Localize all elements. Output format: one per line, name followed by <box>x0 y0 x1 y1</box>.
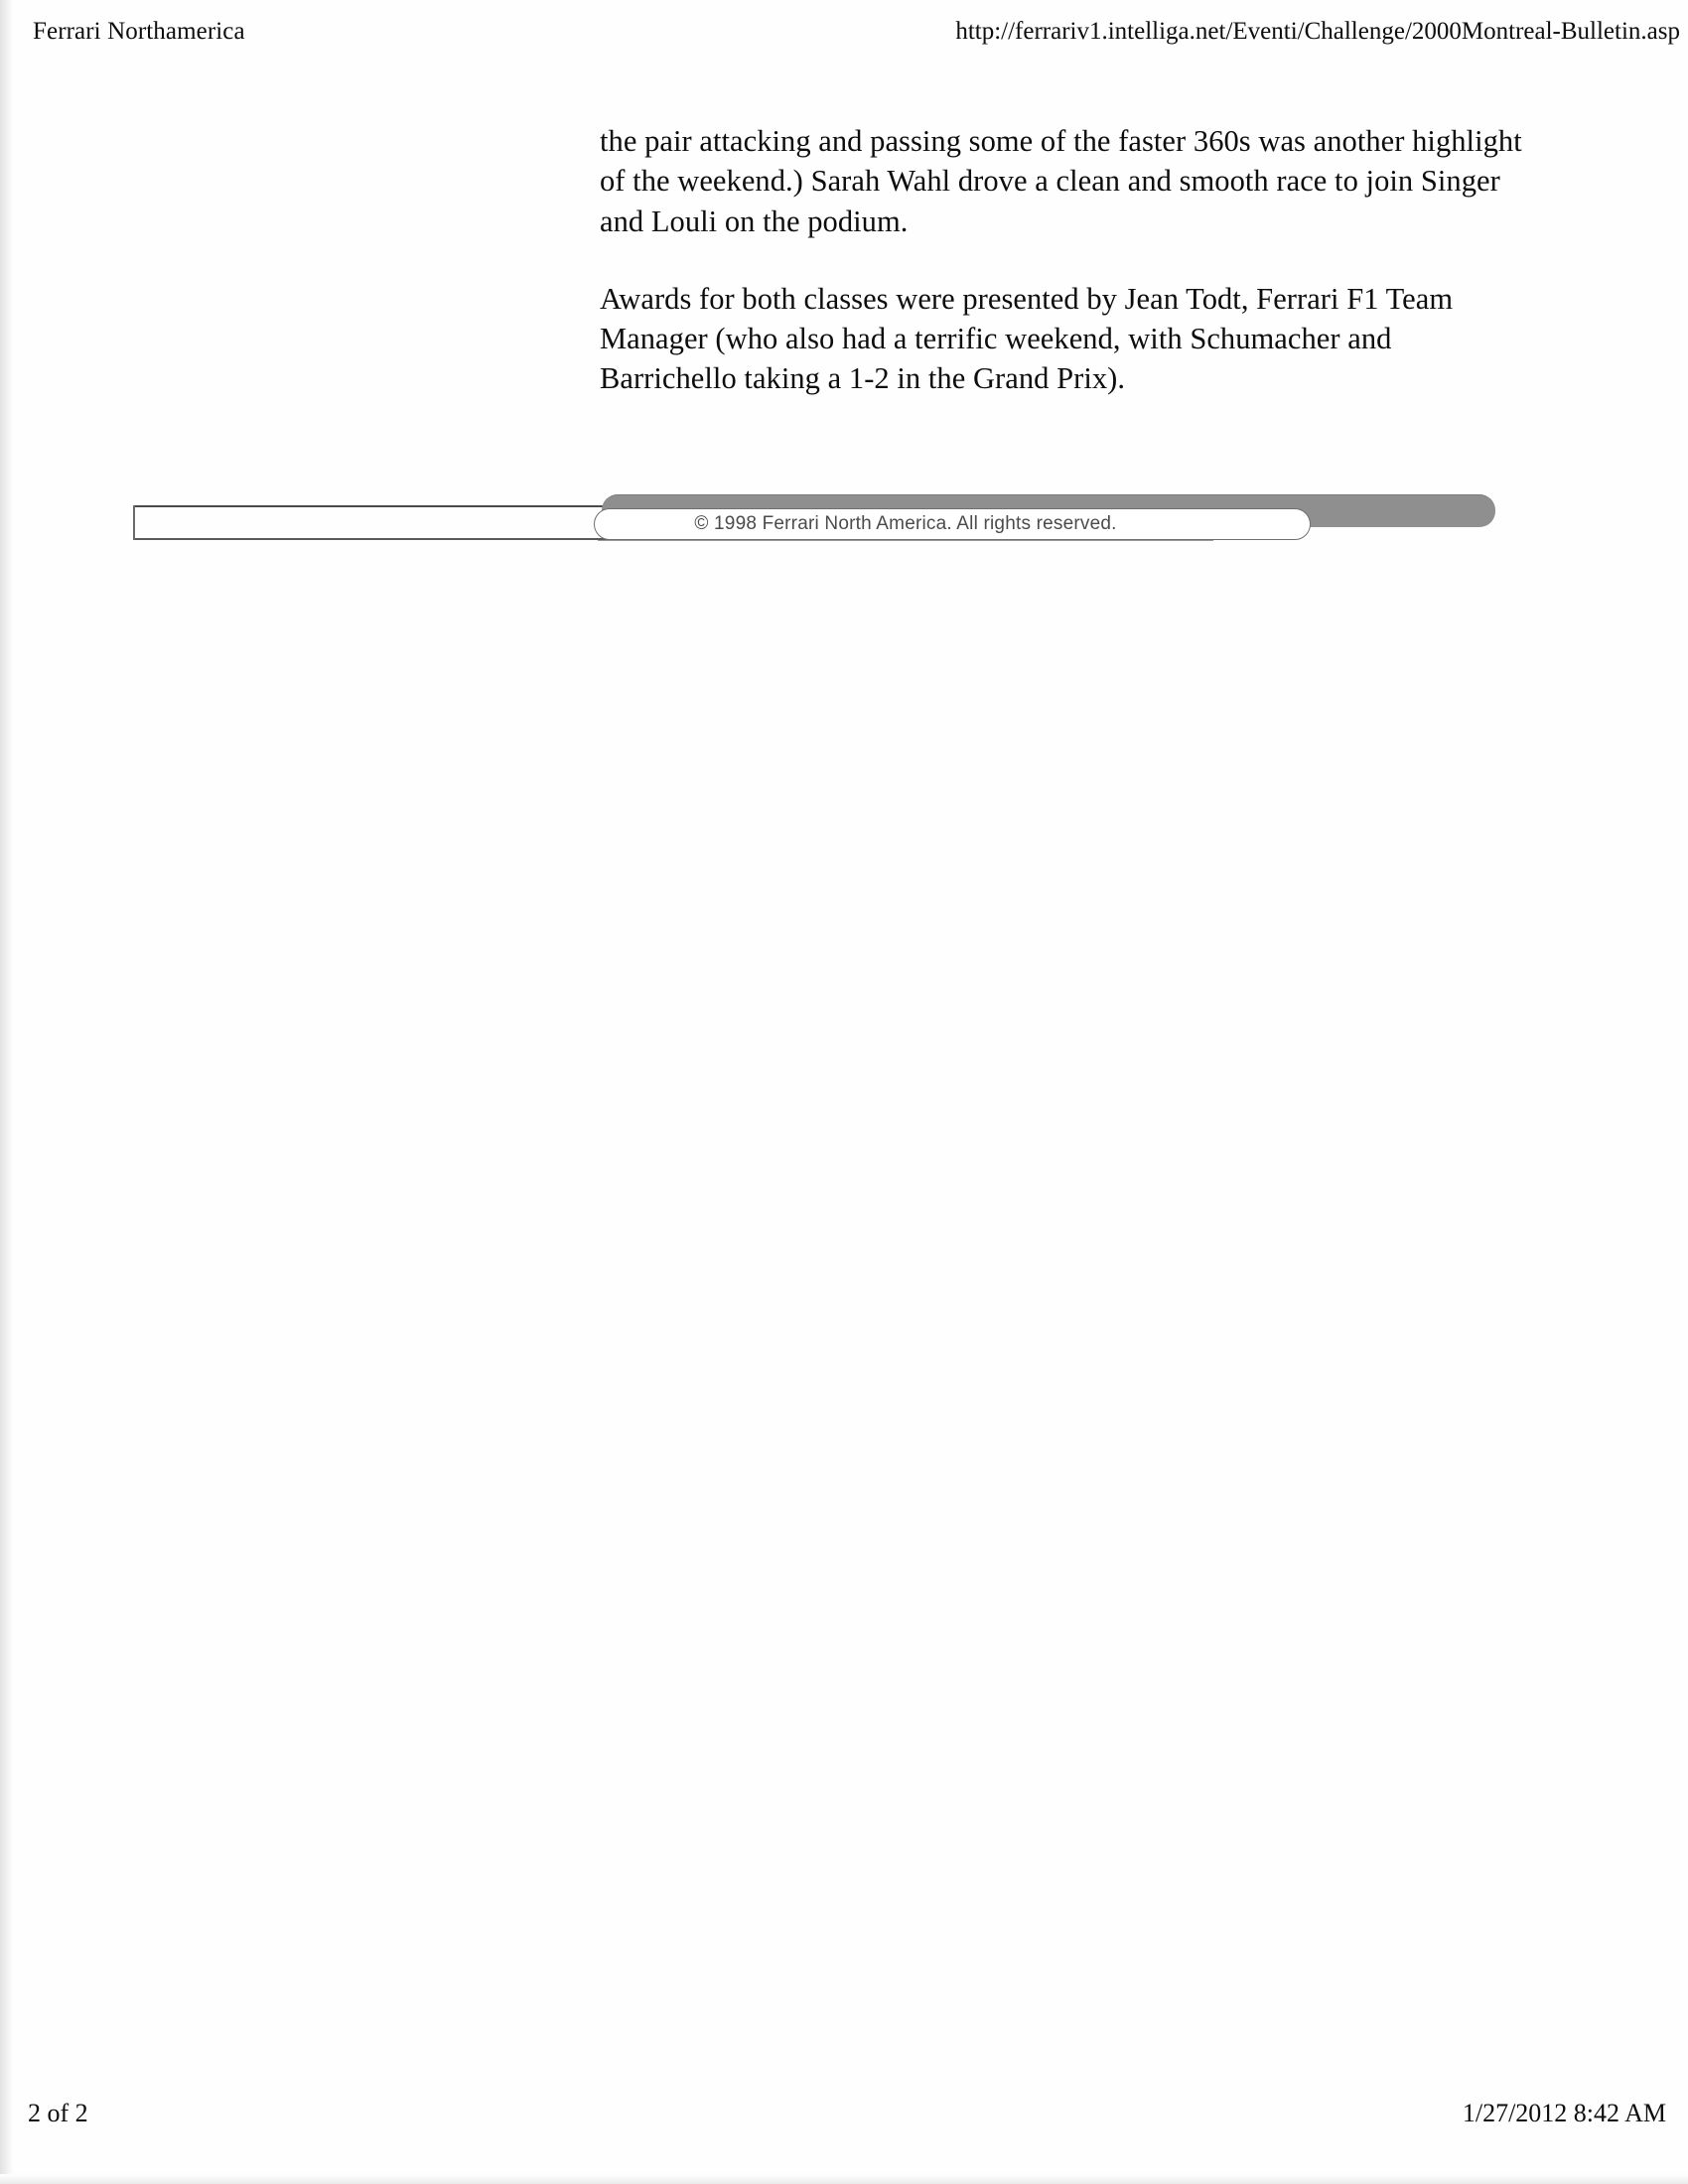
header-site-title: Ferrari Northamerica <box>33 18 245 45</box>
footer-rule-connector <box>133 505 135 540</box>
page-number: 2 of 2 <box>28 2099 88 2127</box>
footer-rule-top <box>135 505 651 507</box>
print-header <box>0 18 1688 58</box>
document-body <box>600 121 1523 399</box>
header-url: http://ferrariv1.intelliga.net/Eventi/Challenge/2000Montreal-Bulletin.asp <box>955 18 1680 45</box>
copyright-underline <box>598 540 1213 541</box>
body-paragraph: the pair attacking and passing some of the faster 360s was another highlight of the weekend.) Sarah Wahl drove a clean and smooth race to join Singer and Louli on the podium. <box>600 124 1522 238</box>
print-footer <box>0 2099 1688 2132</box>
copyright-text: © 1998 Ferrari North America. All rights reserved. <box>694 513 1117 534</box>
footer-rule-bottom <box>135 538 641 540</box>
page-footer-graphic <box>129 488 1499 558</box>
print-timestamp: 1/27/2012 8:42 AM <box>1462 2099 1666 2127</box>
scan-edge-shadow-left <box>0 0 14 2184</box>
body-paragraph: Awards for both classes were presented by Jean Todt, Ferrari F1 Team Manager (who also had a terrific weekend, with Schumacher and Barrichello taking a 1-2 in the Grand Prix). <box>600 281 1454 396</box>
scan-edge-shadow-bottom <box>0 2174 1688 2184</box>
